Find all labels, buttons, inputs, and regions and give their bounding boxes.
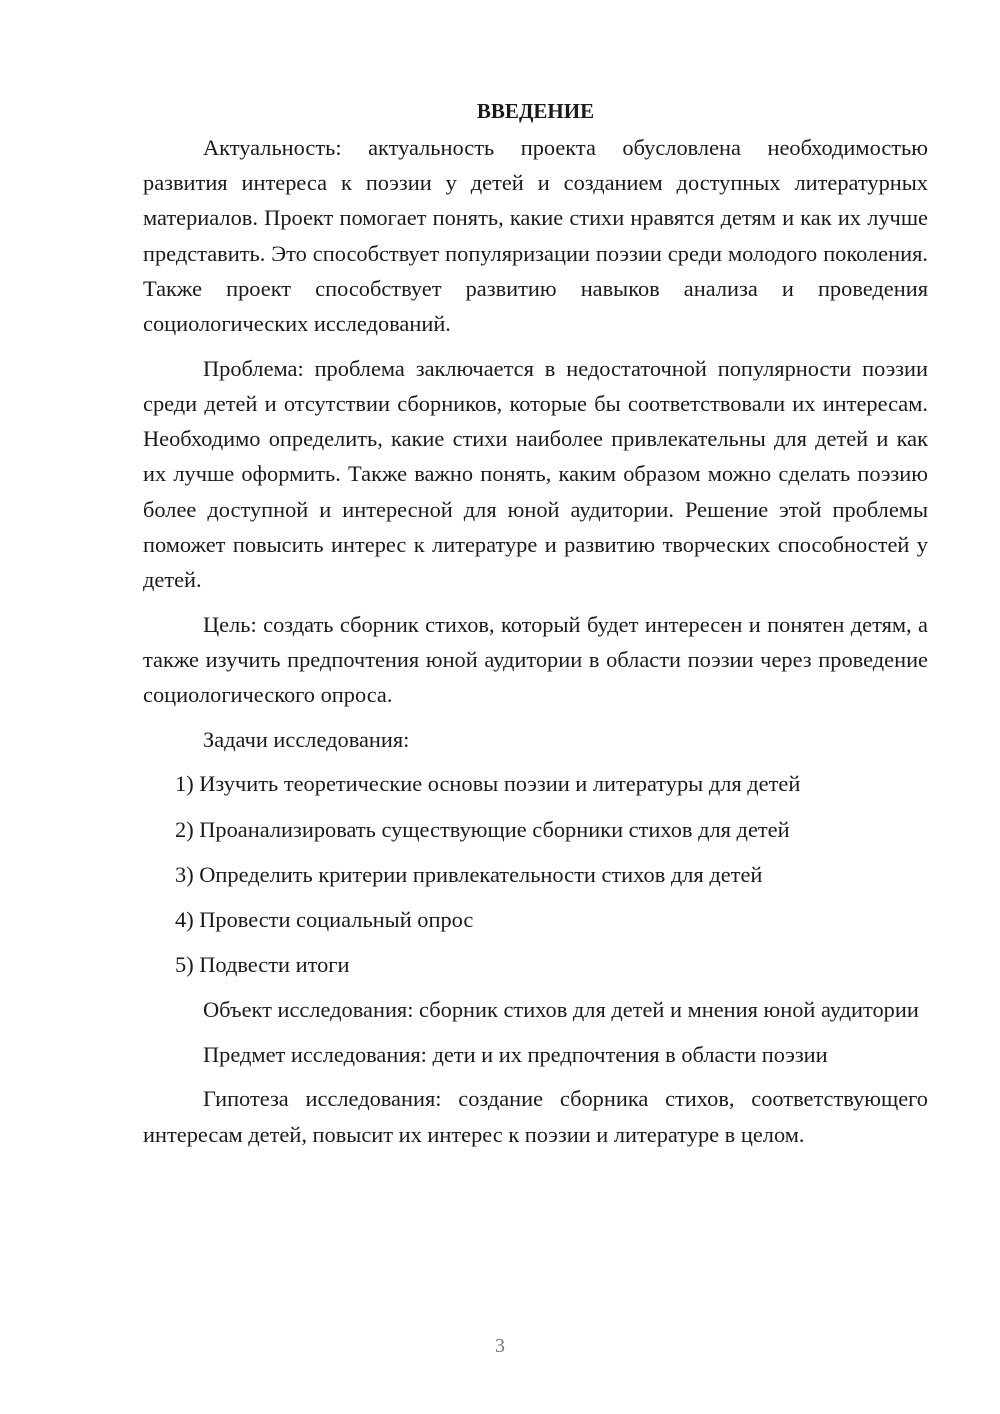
paragraph-tasks-heading: Задачи исследования: [203,726,410,752]
list-item: 1) Изучить теоретические основы поэзии и литературы для детей [175,771,801,797]
list-item: 3) Определить критерии привлекательности стихов для детей [175,861,763,887]
document-page [143,96,928,1161]
paragraph-goal: Цель: создать сборник стихов, который будет интересен и понятен детям, а также изучить предпочтения юной аудитории в области поэзии через проведение социологического опроса. [143,611,928,708]
task-list [143,766,928,982]
paragraph-relevance: Актуальность: актуальность проекта обусловлена необходимостью развития интереса к поэзии у детей и созданием доступных литературных материалов. Проект помогает понять, какие стихи нравятся детям и как их лучше представить. Это способствует популяризации поэзии среди молодого поколения. Также проект способствует развитию навыков анализа и проведения социологических исследований. [143,135,928,337]
page-title: ВВЕДЕНИЕ [476,99,595,123]
list-item: 4) Провести социальный опрос [175,906,474,932]
paragraph-hypothesis: Гипотеза исследования: создание сборника стихов, соответствующего интересам детей, повысит их интерес к поэзии и литературе в целом. [143,1086,928,1147]
paragraph-subject: Предмет исследования: дети и их предпочтения в области поэзии [203,1041,828,1067]
page-number: 3 [495,1335,505,1357]
paragraph-problem: Проблема: проблема заключается в недостаточной популярности поэзии среди детей и отсутствии сборников, которые бы соответствовали их интересам. Необходимо определить, какие стихи наиболее привлекательны для детей и как их лучше оформить. Также важно понять, каким образом можно сделать поэзию более доступной и интересной для юной аудитории. Решение этой проблемы поможет повысить интерес к литературе и развитию творческих способностей у детей. [143,355,928,592]
list-item: 2) Проанализировать существующие сборники стихов для детей [175,816,790,842]
paragraph-object: Объект исследования: сборник стихов для детей и мнения юной аудитории [203,996,919,1022]
list-item: 5) Подвести итоги [175,951,350,977]
